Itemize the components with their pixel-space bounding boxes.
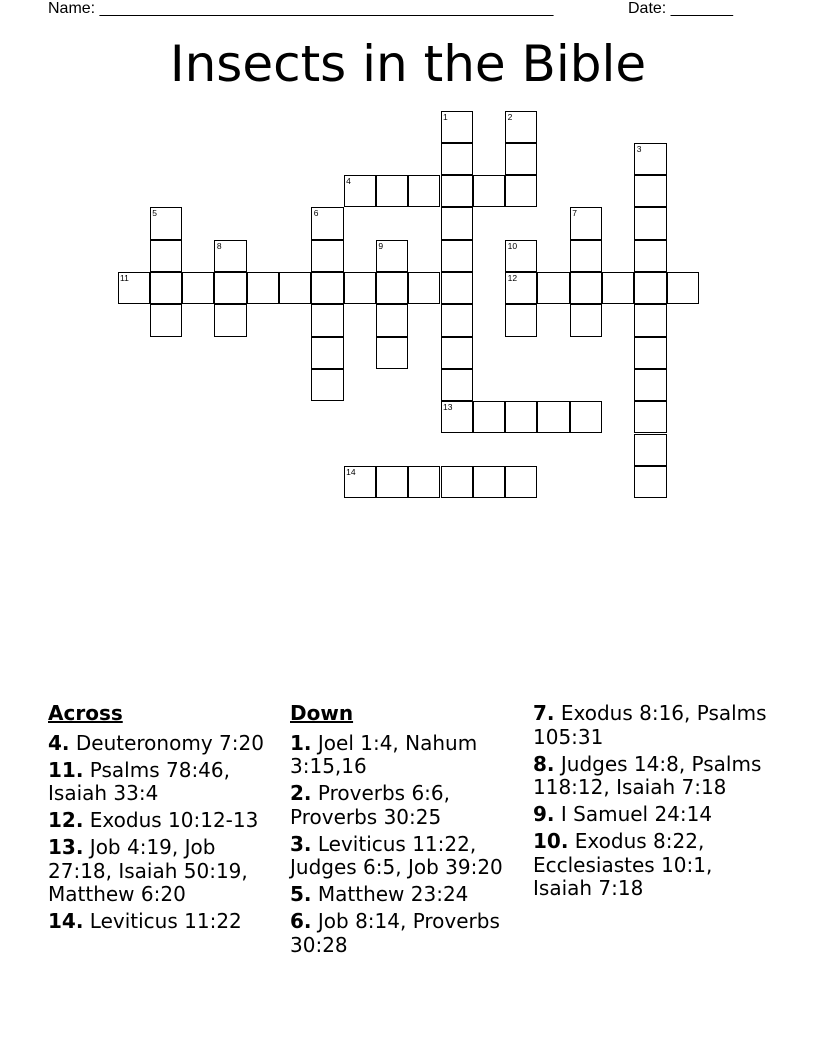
cell-number: 5 — [152, 208, 158, 219]
grid-cell[interactable] — [634, 207, 666, 239]
clue-across-13 — [48, 836, 280, 907]
grid-cell[interactable] — [344, 175, 376, 207]
clue-down-10 — [533, 830, 773, 901]
grid-cell[interactable] — [311, 240, 343, 272]
grid-cell[interactable] — [667, 272, 699, 304]
grid-cell[interactable] — [441, 466, 473, 498]
clue-down-8 — [533, 753, 773, 800]
grid-cell[interactable] — [376, 175, 408, 207]
grid-cell[interactable] — [408, 175, 440, 207]
grid-cell[interactable] — [505, 466, 537, 498]
grid-cell[interactable] — [441, 337, 473, 369]
clue-text: Leviticus 11:22 — [89, 909, 242, 933]
grid-cell[interactable] — [408, 272, 440, 304]
grid-cell[interactable] — [570, 304, 602, 336]
grid-cell[interactable] — [602, 272, 634, 304]
down-clues-column — [290, 702, 526, 961]
clue-text: Exodus 10:12-13 — [89, 808, 259, 832]
clue-down-6 — [290, 910, 526, 957]
cell-number: 6 — [313, 208, 319, 219]
clue-down-1 — [290, 732, 526, 779]
grid-cell[interactable] — [441, 240, 473, 272]
clue-number: 13. — [48, 835, 84, 859]
clue-text: Exodus 8:16, Psalms 105:31 — [533, 701, 767, 749]
grid-cell[interactable] — [505, 111, 537, 143]
cell-number: 10 — [507, 240, 518, 251]
clue-across-12 — [48, 809, 280, 833]
cell-number: 11 — [120, 273, 129, 283]
grid-cell[interactable] — [150, 272, 182, 304]
grid-cell[interactable] — [570, 207, 602, 239]
grid-cell[interactable] — [311, 304, 343, 336]
grid-cell[interactable] — [473, 466, 505, 498]
cell-number: 7 — [572, 208, 577, 219]
clue-text: Job 4:19, Job 27:18, Isaiah 50:19, Matthew 6:20 — [48, 835, 248, 906]
grid-cell[interactable] — [150, 207, 182, 239]
grid-cell[interactable] — [441, 272, 473, 304]
grid-cell[interactable] — [634, 304, 666, 336]
across-heading: Across — [48, 701, 123, 725]
grid-cell[interactable] — [376, 240, 408, 272]
grid-cell[interactable] — [570, 272, 602, 304]
grid-cell[interactable] — [247, 272, 279, 304]
across-clues-column — [48, 702, 280, 937]
grid-cell[interactable] — [279, 272, 311, 304]
grid-cell[interactable] — [441, 369, 473, 401]
grid-cell[interactable] — [311, 337, 343, 369]
cell-number: 9 — [378, 240, 384, 251]
grid-cell[interactable] — [376, 466, 408, 498]
grid-cell[interactable] — [505, 175, 537, 207]
grid-cell[interactable] — [505, 272, 537, 304]
clue-across-4 — [48, 732, 280, 756]
clue-text: Deuteronomy 7:20 — [75, 730, 264, 755]
grid-cell[interactable] — [376, 304, 408, 336]
clue-number: 6. — [290, 909, 312, 933]
clue-text: Joel 1:4, Nahum 3:15,16 — [290, 730, 478, 778]
clue-number: 10. — [533, 829, 569, 853]
grid-cell[interactable] — [473, 401, 505, 433]
clue-number: 12. — [48, 808, 84, 832]
crossword-grid — [0, 0, 816, 520]
grid-cell[interactable] — [441, 143, 473, 175]
cell-number: 8 — [216, 240, 222, 251]
down-heading: Down — [290, 701, 354, 725]
clue-down-7 — [533, 702, 773, 749]
grid-cell[interactable] — [473, 175, 505, 207]
grid-cell[interactable] — [150, 240, 182, 272]
grid-cell[interactable] — [441, 304, 473, 336]
clue-number: 2. — [290, 781, 312, 805]
grid-cell[interactable] — [376, 272, 408, 304]
grid-cell[interactable] — [311, 207, 343, 239]
clue-number: 7. — [533, 701, 555, 725]
cell-number: 4 — [346, 176, 351, 187]
grid-cell[interactable] — [505, 240, 537, 272]
puzzle-title: Insects in the Bible — [169, 35, 647, 93]
grid-cell[interactable] — [214, 272, 246, 304]
grid-cell[interactable] — [214, 304, 246, 336]
cell-number: 1 — [443, 111, 448, 122]
down-clues-continued-column — [533, 702, 773, 904]
clue-text: Matthew 23:24 — [317, 882, 469, 906]
grid-cell[interactable] — [570, 240, 602, 272]
clue-text: Proverbs 6:6, Proverbs 30:25 — [290, 781, 450, 829]
grid-cell[interactable] — [634, 337, 666, 369]
grid-cell[interactable] — [505, 143, 537, 175]
clue-text: Leviticus 11:22, Judges 6:5, Job 39:20 — [290, 831, 503, 879]
cell-number: 3 — [636, 143, 642, 154]
grid-cell[interactable] — [505, 401, 537, 433]
name-field[interactable]: Name: ___________________________________________________ — [48, 0, 554, 17]
clue-down-9 — [533, 803, 773, 827]
cell-number: 12 — [507, 273, 518, 283]
clue-down-2 — [290, 782, 526, 829]
clue-text: Judges 14:8, Psalms 118:12, Isaiah 7:18 — [533, 751, 762, 799]
grid-cell[interactable] — [537, 401, 569, 433]
grid-cell[interactable] — [634, 369, 666, 401]
clue-text: I Samuel 24:14 — [560, 802, 713, 826]
grid-cell[interactable] — [376, 337, 408, 369]
grid-cell[interactable] — [634, 175, 666, 207]
clue-text: Exodus 8:22, Ecclesiastes 10:1, Isaiah 7:18 — [533, 829, 713, 900]
date-field[interactable]: Date: _______ — [628, 0, 733, 17]
grid-cell[interactable] — [408, 466, 440, 498]
grid-cell[interactable] — [344, 272, 376, 304]
grid-cell[interactable] — [344, 466, 376, 498]
grid-cell[interactable] — [441, 111, 473, 143]
clue-across-14 — [48, 910, 280, 934]
grid-cell[interactable] — [634, 466, 666, 498]
cell-number: 14 — [346, 466, 356, 477]
grid-cell[interactable] — [311, 272, 343, 304]
grid-cell[interactable] — [570, 401, 602, 433]
cell-number: 2 — [507, 111, 513, 122]
grid-cell[interactable] — [634, 143, 666, 175]
clue-text: Psalms 78:46, Isaiah 33:4 — [48, 757, 230, 805]
grid-cell[interactable] — [634, 434, 666, 466]
grid-cell[interactable] — [634, 401, 666, 433]
grid-cell[interactable] — [634, 240, 666, 272]
clue-number: 4. — [48, 730, 70, 755]
grid-cell[interactable] — [634, 272, 666, 304]
grid-cell[interactable] — [182, 272, 214, 304]
grid-cell[interactable] — [214, 240, 246, 272]
clue-text: Job 8:14, Proverbs 30:28 — [290, 909, 500, 957]
clue-down-3 — [290, 833, 526, 880]
grid-cell[interactable] — [441, 401, 473, 433]
grid-cell[interactable] — [311, 369, 343, 401]
clue-down-5 — [290, 883, 526, 907]
cell-number: 13 — [443, 402, 453, 413]
clue-number: 1. — [290, 730, 312, 755]
grid-cell[interactable] — [150, 304, 182, 336]
clue-number: 8. — [533, 751, 555, 776]
grid-cell[interactable] — [441, 207, 473, 239]
clue-number: 3. — [290, 831, 312, 856]
clue-number: 14. — [48, 909, 84, 933]
clue-number: 11. — [48, 757, 84, 782]
clue-number: 5. — [290, 882, 312, 906]
grid-cell[interactable] — [537, 272, 569, 304]
grid-cell[interactable] — [118, 272, 150, 304]
clue-across-11 — [48, 759, 280, 806]
grid-cell[interactable] — [505, 304, 537, 336]
clue-number: 9. — [533, 802, 555, 826]
grid-cell[interactable] — [441, 175, 473, 207]
